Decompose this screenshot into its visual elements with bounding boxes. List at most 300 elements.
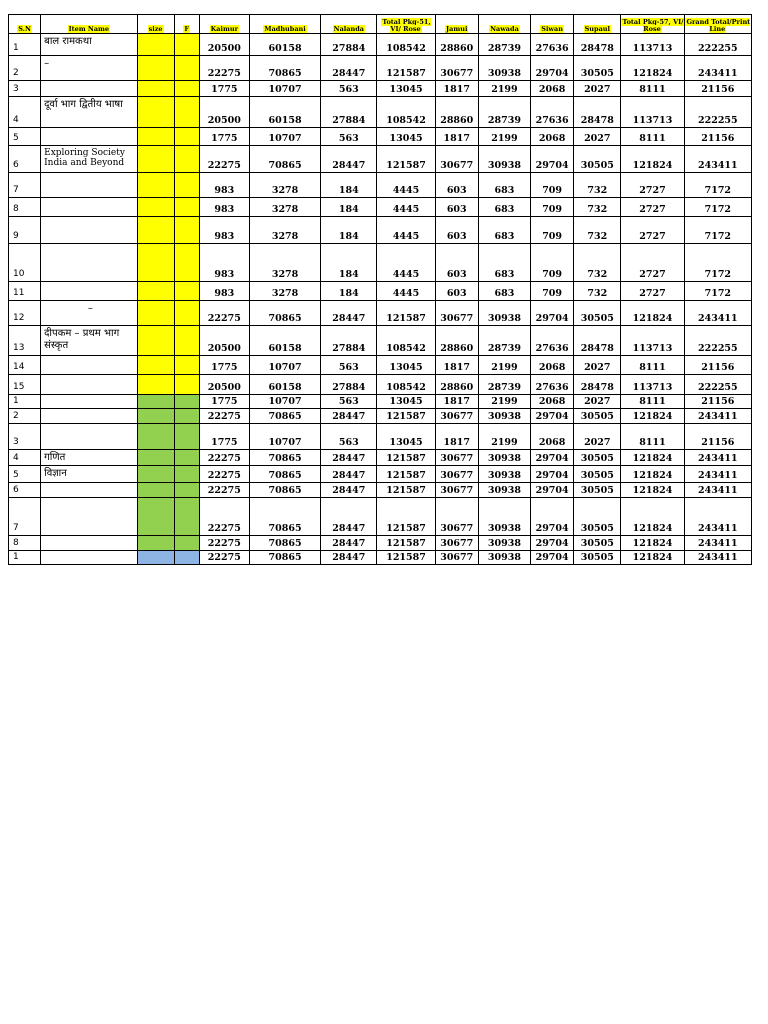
nawada-cell: 683 bbox=[478, 198, 530, 217]
madhubani-cell: 3278 bbox=[249, 244, 320, 282]
total-pkg-57-cell: 8111 bbox=[621, 424, 684, 450]
nalanda-cell: 27884 bbox=[321, 97, 377, 128]
sn-cell: 12 bbox=[9, 301, 41, 326]
item-name-cell bbox=[41, 536, 137, 551]
grand-total-cell: 222255 bbox=[684, 97, 751, 128]
sn-cell: 6 bbox=[9, 146, 41, 173]
siwan-cell: 29704 bbox=[531, 56, 574, 81]
sn-cell: 5 bbox=[9, 128, 41, 146]
item-name-cell: – bbox=[41, 301, 137, 326]
siwan-cell: 709 bbox=[531, 282, 574, 301]
nalanda-cell: 563 bbox=[321, 424, 377, 450]
supaul-cell: 30505 bbox=[574, 56, 621, 81]
madhubani-cell: 70865 bbox=[249, 466, 320, 483]
grand-total-cell: 7172 bbox=[684, 217, 751, 244]
nalanda-cell: 27884 bbox=[321, 34, 377, 56]
total-pkg-57-cell: 2727 bbox=[621, 198, 684, 217]
header-sn bbox=[9, 15, 41, 34]
table-row bbox=[9, 483, 752, 498]
kaimur-cell: 22275 bbox=[199, 301, 249, 326]
total-pkg-57-cell: 121824 bbox=[621, 56, 684, 81]
supaul-cell: 732 bbox=[574, 198, 621, 217]
total-pkg-51-cell: 121587 bbox=[377, 551, 435, 565]
total-pkg-51-cell: 121587 bbox=[377, 536, 435, 551]
kaimur-cell: 983 bbox=[199, 173, 249, 198]
table-row bbox=[9, 217, 752, 244]
total-pkg-57-cell: 2727 bbox=[621, 282, 684, 301]
nalanda-cell: 28447 bbox=[321, 536, 377, 551]
siwan-cell: 2068 bbox=[531, 81, 574, 97]
header-supaul bbox=[574, 15, 621, 34]
jamui-cell: 1817 bbox=[435, 128, 478, 146]
size-cell bbox=[137, 536, 174, 551]
madhubani-cell: 10707 bbox=[249, 128, 320, 146]
total-pkg-51-cell: 108542 bbox=[377, 375, 435, 395]
f-cell bbox=[174, 450, 199, 466]
jamui-cell: 603 bbox=[435, 173, 478, 198]
total-pkg-51-cell: 4445 bbox=[377, 217, 435, 244]
grand-total-cell: 21156 bbox=[684, 81, 751, 97]
sn-cell: 8 bbox=[9, 536, 41, 551]
nawada-cell: 683 bbox=[478, 217, 530, 244]
nawada-cell: 30938 bbox=[478, 409, 530, 424]
total-pkg-57-cell: 121824 bbox=[621, 483, 684, 498]
siwan-cell: 2068 bbox=[531, 424, 574, 450]
madhubani-cell: 70865 bbox=[249, 551, 320, 565]
total-pkg-57-cell: 8111 bbox=[621, 356, 684, 375]
madhubani-cell: 10707 bbox=[249, 81, 320, 97]
madhubani-cell: 70865 bbox=[249, 301, 320, 326]
nawada-cell: 28739 bbox=[478, 375, 530, 395]
size-cell bbox=[137, 498, 174, 536]
jamui-cell: 603 bbox=[435, 244, 478, 282]
total-pkg-57-cell: 2727 bbox=[621, 173, 684, 198]
table-body bbox=[9, 34, 752, 565]
supaul-cell: 30505 bbox=[574, 483, 621, 498]
size-cell bbox=[137, 81, 174, 97]
kaimur-cell: 983 bbox=[199, 198, 249, 217]
header-size bbox=[137, 15, 174, 34]
siwan-cell: 29704 bbox=[531, 536, 574, 551]
supaul-cell: 28478 bbox=[574, 97, 621, 128]
table-row bbox=[9, 356, 752, 375]
f-cell bbox=[174, 217, 199, 244]
size-cell bbox=[137, 356, 174, 375]
jamui-cell: 1817 bbox=[435, 81, 478, 97]
sn-cell: 14 bbox=[9, 356, 41, 375]
header-label: Item Name bbox=[68, 25, 110, 33]
size-cell bbox=[137, 424, 174, 450]
kaimur-cell: 22275 bbox=[199, 551, 249, 565]
nalanda-cell: 28447 bbox=[321, 146, 377, 173]
supaul-cell: 732 bbox=[574, 282, 621, 301]
supaul-cell: 30505 bbox=[574, 301, 621, 326]
sn-cell: 4 bbox=[9, 450, 41, 466]
total-pkg-57-cell: 8111 bbox=[621, 81, 684, 97]
total-pkg-51-cell: 121587 bbox=[377, 498, 435, 536]
madhubani-cell: 70865 bbox=[249, 146, 320, 173]
size-cell bbox=[137, 551, 174, 565]
item-name-cell: बाल रामकथा bbox=[41, 34, 137, 56]
table-row bbox=[9, 282, 752, 301]
header-kaimur bbox=[199, 15, 249, 34]
f-cell bbox=[174, 244, 199, 282]
siwan-cell: 29704 bbox=[531, 409, 574, 424]
kaimur-cell: 20500 bbox=[199, 375, 249, 395]
header-label: F bbox=[184, 25, 189, 33]
total-pkg-57-cell: 121824 bbox=[621, 450, 684, 466]
nalanda-cell: 28447 bbox=[321, 56, 377, 81]
total-pkg-57-cell: 113713 bbox=[621, 34, 684, 56]
header-siwan bbox=[531, 15, 574, 34]
madhubani-cell: 70865 bbox=[249, 536, 320, 551]
item-name-cell bbox=[41, 483, 137, 498]
jamui-cell: 28860 bbox=[435, 97, 478, 128]
table-row bbox=[9, 326, 752, 356]
item-name-cell bbox=[41, 424, 137, 450]
total-pkg-57-cell: 113713 bbox=[621, 97, 684, 128]
sn-cell: 3 bbox=[9, 424, 41, 450]
nawada-cell: 30938 bbox=[478, 56, 530, 81]
kaimur-cell: 20500 bbox=[199, 326, 249, 356]
header-label: Siwan bbox=[541, 25, 563, 33]
jamui-cell: 30677 bbox=[435, 409, 478, 424]
jamui-cell: 30677 bbox=[435, 536, 478, 551]
supaul-cell: 30505 bbox=[574, 450, 621, 466]
siwan-cell: 27636 bbox=[531, 97, 574, 128]
madhubani-cell: 70865 bbox=[249, 56, 320, 81]
f-cell bbox=[174, 173, 199, 198]
f-cell bbox=[174, 97, 199, 128]
kaimur-cell: 1775 bbox=[199, 395, 249, 409]
item-name-cell bbox=[41, 409, 137, 424]
f-cell bbox=[174, 128, 199, 146]
sn-cell: 2 bbox=[9, 409, 41, 424]
supaul-cell: 732 bbox=[574, 244, 621, 282]
item-name-cell bbox=[41, 375, 137, 395]
jamui-cell: 28860 bbox=[435, 34, 478, 56]
total-pkg-57-cell: 8111 bbox=[621, 128, 684, 146]
sn-cell: 4 bbox=[9, 97, 41, 128]
nalanda-cell: 184 bbox=[321, 173, 377, 198]
size-cell bbox=[137, 301, 174, 326]
madhubani-cell: 10707 bbox=[249, 356, 320, 375]
kaimur-cell: 983 bbox=[199, 217, 249, 244]
table-row bbox=[9, 424, 752, 450]
supaul-cell: 28478 bbox=[574, 375, 621, 395]
header-label: Total Pkg-51, VI/ Rose bbox=[382, 18, 431, 33]
grand-total-cell: 222255 bbox=[684, 34, 751, 56]
total-pkg-57-cell: 121824 bbox=[621, 146, 684, 173]
item-name-cell bbox=[41, 551, 137, 565]
size-cell bbox=[137, 34, 174, 56]
total-pkg-51-cell: 4445 bbox=[377, 282, 435, 301]
grand-total-cell: 243411 bbox=[684, 146, 751, 173]
madhubani-cell: 3278 bbox=[249, 198, 320, 217]
header-row bbox=[9, 15, 752, 34]
madhubani-cell: 60158 bbox=[249, 375, 320, 395]
size-cell bbox=[137, 198, 174, 217]
header-label: Kaimur bbox=[210, 25, 238, 33]
supaul-cell: 28478 bbox=[574, 326, 621, 356]
total-pkg-51-cell: 4445 bbox=[377, 173, 435, 198]
grand-total-cell: 243411 bbox=[684, 301, 751, 326]
total-pkg-57-cell: 2727 bbox=[621, 244, 684, 282]
supaul-cell: 732 bbox=[574, 217, 621, 244]
siwan-cell: 29704 bbox=[531, 466, 574, 483]
nalanda-cell: 563 bbox=[321, 395, 377, 409]
total-pkg-57-cell: 113713 bbox=[621, 375, 684, 395]
total-pkg-51-cell: 4445 bbox=[377, 198, 435, 217]
header-total-pkg-51 bbox=[377, 15, 435, 34]
kaimur-cell: 22275 bbox=[199, 409, 249, 424]
nawada-cell: 30938 bbox=[478, 483, 530, 498]
madhubani-cell: 3278 bbox=[249, 217, 320, 244]
item-name-cell: विज्ञान bbox=[41, 466, 137, 483]
item-name-cell bbox=[41, 244, 137, 282]
header-label: Nawada bbox=[490, 25, 519, 33]
nawada-cell: 683 bbox=[478, 244, 530, 282]
jamui-cell: 1817 bbox=[435, 395, 478, 409]
nawada-cell: 683 bbox=[478, 282, 530, 301]
total-pkg-57-cell: 121824 bbox=[621, 301, 684, 326]
jamui-cell: 1817 bbox=[435, 356, 478, 375]
f-cell bbox=[174, 424, 199, 450]
grand-total-cell: 243411 bbox=[684, 409, 751, 424]
item-name-cell: गणित bbox=[41, 450, 137, 466]
grand-total-cell: 21156 bbox=[684, 395, 751, 409]
f-cell bbox=[174, 356, 199, 375]
siwan-cell: 27636 bbox=[531, 326, 574, 356]
grand-total-cell: 243411 bbox=[684, 450, 751, 466]
siwan-cell: 709 bbox=[531, 217, 574, 244]
total-pkg-51-cell: 121587 bbox=[377, 483, 435, 498]
sn-cell: 2 bbox=[9, 56, 41, 81]
nawada-cell: 2199 bbox=[478, 395, 530, 409]
madhubani-cell: 70865 bbox=[249, 450, 320, 466]
jamui-cell: 1817 bbox=[435, 424, 478, 450]
table-row bbox=[9, 128, 752, 146]
total-pkg-57-cell: 121824 bbox=[621, 498, 684, 536]
header-label: Grand Total/Print Line bbox=[686, 18, 751, 33]
item-name-cell bbox=[41, 498, 137, 536]
nawada-cell: 2199 bbox=[478, 356, 530, 375]
item-name-cell: Exploring Society India and Beyond bbox=[41, 146, 137, 173]
item-name-cell bbox=[41, 356, 137, 375]
supaul-cell: 30505 bbox=[574, 536, 621, 551]
kaimur-cell: 22275 bbox=[199, 146, 249, 173]
table-row bbox=[9, 466, 752, 483]
siwan-cell: 2068 bbox=[531, 395, 574, 409]
grand-total-cell: 7172 bbox=[684, 282, 751, 301]
size-cell bbox=[137, 483, 174, 498]
table-row bbox=[9, 56, 752, 81]
sn-cell: 7 bbox=[9, 498, 41, 536]
supaul-cell: 28478 bbox=[574, 34, 621, 56]
nalanda-cell: 184 bbox=[321, 198, 377, 217]
sn-cell: 1 bbox=[9, 551, 41, 565]
supaul-cell: 30505 bbox=[574, 498, 621, 536]
grand-total-cell: 243411 bbox=[684, 56, 751, 81]
total-pkg-51-cell: 13045 bbox=[377, 128, 435, 146]
nalanda-cell: 27884 bbox=[321, 375, 377, 395]
supaul-cell: 30505 bbox=[574, 466, 621, 483]
supaul-cell: 30505 bbox=[574, 551, 621, 565]
siwan-cell: 27636 bbox=[531, 375, 574, 395]
item-name-cell bbox=[41, 282, 137, 301]
kaimur-cell: 22275 bbox=[199, 56, 249, 81]
sn-cell: 11 bbox=[9, 282, 41, 301]
jamui-cell: 28860 bbox=[435, 375, 478, 395]
supaul-cell: 2027 bbox=[574, 356, 621, 375]
grand-total-cell: 243411 bbox=[684, 466, 751, 483]
grand-total-cell: 243411 bbox=[684, 551, 751, 565]
f-cell bbox=[174, 282, 199, 301]
nalanda-cell: 184 bbox=[321, 217, 377, 244]
table-row bbox=[9, 173, 752, 198]
jamui-cell: 30677 bbox=[435, 450, 478, 466]
item-name-cell bbox=[41, 81, 137, 97]
f-cell bbox=[174, 81, 199, 97]
madhubani-cell: 10707 bbox=[249, 424, 320, 450]
kaimur-cell: 22275 bbox=[199, 483, 249, 498]
nalanda-cell: 563 bbox=[321, 356, 377, 375]
jamui-cell: 30677 bbox=[435, 146, 478, 173]
nalanda-cell: 27884 bbox=[321, 326, 377, 356]
siwan-cell: 709 bbox=[531, 198, 574, 217]
header-label: Madhubani bbox=[264, 25, 306, 33]
nawada-cell: 2199 bbox=[478, 424, 530, 450]
table-row bbox=[9, 375, 752, 395]
nawada-cell: 30938 bbox=[478, 146, 530, 173]
jamui-cell: 30677 bbox=[435, 301, 478, 326]
item-name-cell bbox=[41, 128, 137, 146]
kaimur-cell: 1775 bbox=[199, 356, 249, 375]
nawada-cell: 2199 bbox=[478, 128, 530, 146]
item-name-cell: दूर्वा भाग द्वितीय भाषा bbox=[41, 97, 137, 128]
siwan-cell: 29704 bbox=[531, 483, 574, 498]
nawada-cell: 683 bbox=[478, 173, 530, 198]
table-row bbox=[9, 551, 752, 565]
grand-total-cell: 7172 bbox=[684, 198, 751, 217]
madhubani-cell: 70865 bbox=[249, 409, 320, 424]
header-f bbox=[174, 15, 199, 34]
total-pkg-51-cell: 13045 bbox=[377, 395, 435, 409]
jamui-cell: 28860 bbox=[435, 326, 478, 356]
nawada-cell: 2199 bbox=[478, 81, 530, 97]
nalanda-cell: 28447 bbox=[321, 466, 377, 483]
siwan-cell: 29704 bbox=[531, 450, 574, 466]
jamui-cell: 30677 bbox=[435, 551, 478, 565]
header-total-pkg-57 bbox=[621, 15, 684, 34]
item-name-cell bbox=[41, 198, 137, 217]
nawada-cell: 28739 bbox=[478, 326, 530, 356]
grand-total-cell: 222255 bbox=[684, 375, 751, 395]
nalanda-cell: 28447 bbox=[321, 301, 377, 326]
print-order-table bbox=[8, 14, 752, 565]
size-cell bbox=[137, 217, 174, 244]
supaul-cell: 732 bbox=[574, 173, 621, 198]
f-cell bbox=[174, 375, 199, 395]
jamui-cell: 30677 bbox=[435, 56, 478, 81]
total-pkg-51-cell: 121587 bbox=[377, 466, 435, 483]
total-pkg-51-cell: 13045 bbox=[377, 81, 435, 97]
grand-total-cell: 222255 bbox=[684, 326, 751, 356]
supaul-cell: 2027 bbox=[574, 395, 621, 409]
jamui-cell: 603 bbox=[435, 217, 478, 244]
total-pkg-51-cell: 121587 bbox=[377, 56, 435, 81]
size-cell bbox=[137, 375, 174, 395]
kaimur-cell: 983 bbox=[199, 282, 249, 301]
madhubani-cell: 3278 bbox=[249, 173, 320, 198]
kaimur-cell: 983 bbox=[199, 244, 249, 282]
siwan-cell: 709 bbox=[531, 244, 574, 282]
nalanda-cell: 28447 bbox=[321, 450, 377, 466]
table-row bbox=[9, 409, 752, 424]
total-pkg-51-cell: 121587 bbox=[377, 146, 435, 173]
supaul-cell: 30505 bbox=[574, 146, 621, 173]
header-item-name bbox=[41, 15, 137, 34]
siwan-cell: 709 bbox=[531, 173, 574, 198]
kaimur-cell: 22275 bbox=[199, 450, 249, 466]
total-pkg-57-cell: 2727 bbox=[621, 217, 684, 244]
kaimur-cell: 1775 bbox=[199, 81, 249, 97]
supaul-cell: 2027 bbox=[574, 424, 621, 450]
f-cell bbox=[174, 483, 199, 498]
sn-cell: 1 bbox=[9, 34, 41, 56]
item-name-cell bbox=[41, 217, 137, 244]
f-cell bbox=[174, 395, 199, 409]
grand-total-cell: 21156 bbox=[684, 128, 751, 146]
f-cell bbox=[174, 551, 199, 565]
table-row bbox=[9, 244, 752, 282]
kaimur-cell: 20500 bbox=[199, 97, 249, 128]
f-cell bbox=[174, 146, 199, 173]
sn-cell: 8 bbox=[9, 198, 41, 217]
jamui-cell: 603 bbox=[435, 198, 478, 217]
size-cell bbox=[137, 173, 174, 198]
table-row bbox=[9, 536, 752, 551]
total-pkg-57-cell: 121824 bbox=[621, 466, 684, 483]
jamui-cell: 603 bbox=[435, 282, 478, 301]
total-pkg-51-cell: 121587 bbox=[377, 450, 435, 466]
nawada-cell: 28739 bbox=[478, 97, 530, 128]
size-cell bbox=[137, 128, 174, 146]
nawada-cell: 30938 bbox=[478, 551, 530, 565]
supaul-cell: 2027 bbox=[574, 81, 621, 97]
madhubani-cell: 70865 bbox=[249, 483, 320, 498]
siwan-cell: 2068 bbox=[531, 128, 574, 146]
total-pkg-57-cell: 113713 bbox=[621, 326, 684, 356]
table-row bbox=[9, 34, 752, 56]
kaimur-cell: 1775 bbox=[199, 424, 249, 450]
header-jamui bbox=[435, 15, 478, 34]
item-name-cell bbox=[41, 173, 137, 198]
supaul-cell: 30505 bbox=[574, 409, 621, 424]
nawada-cell: 30938 bbox=[478, 498, 530, 536]
siwan-cell: 29704 bbox=[531, 146, 574, 173]
nalanda-cell: 28447 bbox=[321, 409, 377, 424]
nawada-cell: 30938 bbox=[478, 536, 530, 551]
siwan-cell: 27636 bbox=[531, 34, 574, 56]
madhubani-cell: 3278 bbox=[249, 282, 320, 301]
kaimur-cell: 22275 bbox=[199, 498, 249, 536]
grand-total-cell: 7172 bbox=[684, 244, 751, 282]
size-cell bbox=[137, 282, 174, 301]
item-name-cell: – bbox=[41, 56, 137, 81]
table-row bbox=[9, 97, 752, 128]
f-cell bbox=[174, 34, 199, 56]
